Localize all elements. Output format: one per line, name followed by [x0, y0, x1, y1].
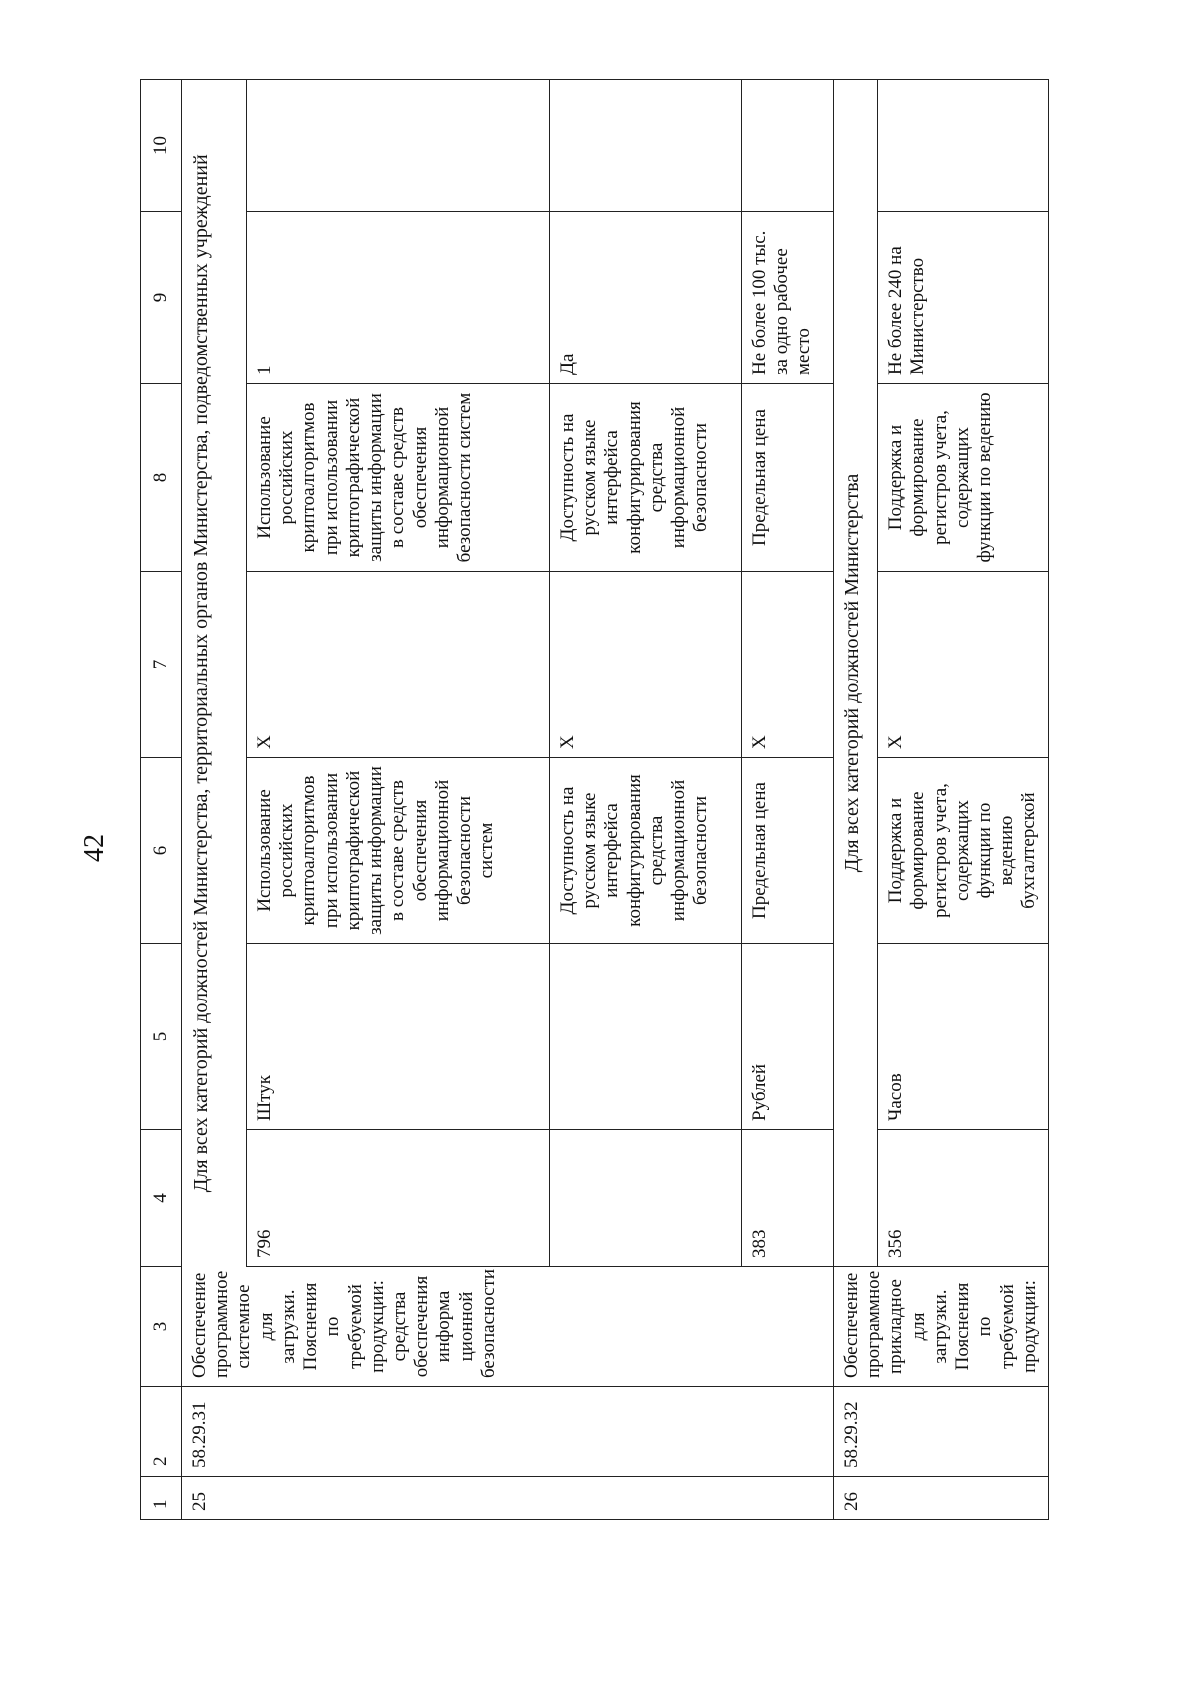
requirements-table: [140, 79, 1049, 1520]
row-25-span-row: [182, 80, 247, 1520]
unit-name: Рублей: [742, 944, 834, 1130]
unit-name: Штук: [247, 944, 550, 1130]
okpd2-code: 58.29.31: [182, 1387, 834, 1477]
col7-mark: X: [550, 572, 742, 758]
col7-mark: X: [742, 572, 834, 758]
characteristic-cell: Предельная цена: [742, 758, 834, 944]
page-number: 42: [79, 834, 110, 862]
col7-mark: X: [878, 572, 1049, 758]
unit-name: Часов: [878, 944, 1049, 1130]
value-cell: Не более 240 на Министерство: [878, 212, 1049, 384]
characteristic-cell: Предельная цена: [742, 384, 834, 572]
characteristic-cell: Использование российских криптоалгоритмов при использовании криптографической защиты информации в составе средств обеспечения информационной безопасности систем: [247, 758, 550, 944]
characteristic-cell: Поддержка и формирование регистров учета, содержащих функции по ведению бухгалтерской: [878, 758, 1049, 944]
column-number-row: [141, 80, 182, 1520]
col10-cell: [247, 80, 550, 212]
column-number: 5: [141, 944, 182, 1130]
item-name: Обеспечение программное прикладное для загрузки. Пояснения по требуемой продукции:: [834, 1267, 1049, 1387]
characteristic-cell: Использование российских криптоалгоритмов при использовании криптографической защиты информации в составе средств обеспечения информационной безопасности систем: [247, 384, 550, 572]
value-cell: 1: [247, 212, 550, 384]
value-cell: Да: [550, 212, 742, 384]
column-number: 10: [141, 80, 182, 212]
characteristic-cell: Поддержка и формирование регистров учета, содержащих функции по ведению: [878, 384, 1049, 572]
okei-code: 796: [247, 1130, 550, 1267]
col7-mark: X: [247, 572, 550, 758]
unit-name: [550, 944, 742, 1130]
col10-cell: [742, 80, 834, 212]
column-number: 9: [141, 212, 182, 384]
column-number: 2: [141, 1387, 182, 1477]
okei-code: 383: [742, 1130, 834, 1267]
okei-code: [550, 1130, 742, 1267]
okpd2-code: 58.29.32: [834, 1387, 1049, 1477]
item-name: Обеспечение программное системное для загрузки. Пояснения по требуемой продукции: средства обеспечения информа ционной безопасности: [182, 1267, 834, 1387]
column-number: 4: [141, 1130, 182, 1267]
column-number: 1: [141, 1477, 182, 1520]
row-number: 25: [182, 1477, 834, 1520]
rotated-page-content: [140, 80, 1115, 1520]
col10-cell: [550, 80, 742, 212]
applicability-span: Для всех категорий должностей Министерства, территориальных органов Министерства, подведомственных учреждений: [182, 80, 247, 1267]
characteristic-cell: Доступность на русском языке интерфейса конфигурирования средства информационной безопасности: [550, 758, 742, 944]
column-number: 8: [141, 384, 182, 572]
col10-cell: [878, 80, 1049, 212]
value-cell: Не более 100 тыс. за одно рабочее место: [742, 212, 834, 384]
row-number: 26: [834, 1477, 1049, 1520]
row-26-span-row: [834, 80, 878, 1520]
okei-code: 356: [878, 1130, 1049, 1267]
column-number: 3: [141, 1267, 182, 1387]
column-number: 6: [141, 758, 182, 944]
column-number: 7: [141, 572, 182, 758]
applicability-span: Для всех категорий должностей Министерства: [834, 80, 878, 1267]
characteristic-cell: Доступность на русском языке интерфейса конфигурирования средства информационной безопасности: [550, 384, 742, 572]
